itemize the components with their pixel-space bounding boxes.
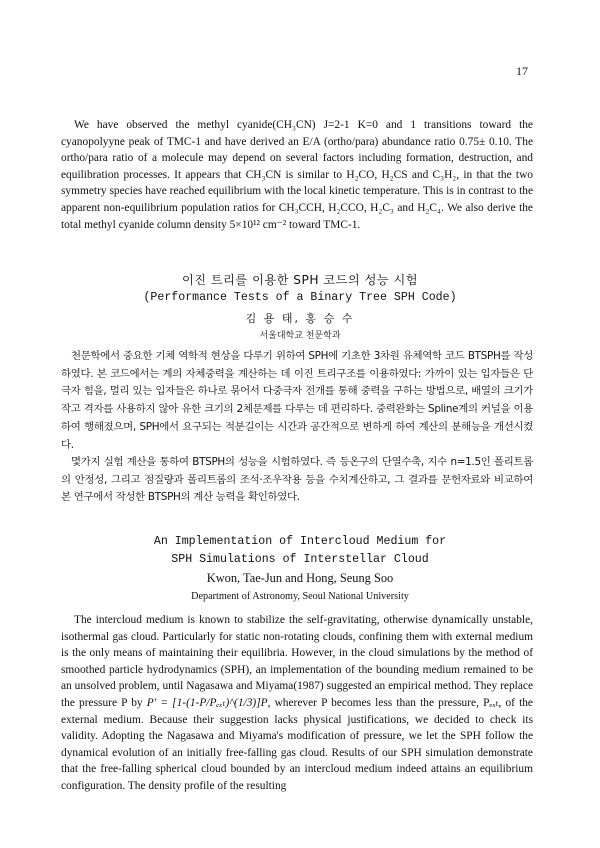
abstract-title-korean: 이진 트리를 이용한 SPH 코드의 성능 시험 <box>181 273 419 287</box>
page-number: 17 <box>516 64 528 78</box>
affiliation: 서울대학교 천문학과 <box>259 331 341 341</box>
authors: 김 용 태, 홍 승 수 <box>245 312 355 325</box>
abstract-paragraph-korean: 천문학에서 중요한 기체 역학적 현상을 다루기 위하여 SPH에 기초한 3차원 유체역학 코드 BTSPH를 작성하였다. 본 코드에서는 계의 자체중력을 계산하는 데 이진 트리구조를 이용하였다: 가까이 있는 입자들은 단극자 힘을, 멀리 있는 입자들은 하나로 묶어서 다중극자 전개를 통해 중력을 구하는 방법으로, 배열의 크기가 작고 격자를 사용하지 않아 유한 크기의 2체문제를 다루는 데 편리하다. 중력완화는 Spline계의 커널을 이용하여 행해졌으며, SPH에서 요구되는 적분길이는 시간과 공간적으로 변하게 하여 계산의 분해능을 개선시켰다. <box>61 350 533 451</box>
abstract-paragraph-2 <box>61 612 533 795</box>
abstract-title-line1: An Implementation of Intercloud Medium for <box>153 535 447 548</box>
abstract-title-line2: SPH Simulations of Interstellar Cloud <box>171 553 429 566</box>
affiliation-2: Department of Astronomy, Seoul National University <box>191 591 409 602</box>
abstract-body-part-b: , wherever P becomes less than the pressure, Pₑₓₜ, of the external medium. Because their suggestion lacks physical justifications, we decided to check its validity. Adopting the Nagasawa and Miyama's modification of pressure, we let the SPH follow the dynamical evolution of an initially free-falling gas cloud. Results of our SPH simulation demonstrate that the free-falling spherical cloud bounded by an intercloud medium indeed attains an equilibrium configuration. The density profile of the resulting <box>61 696 533 792</box>
abstract-title-english: (Performance Tests of a Binary Tree SPH Code) <box>143 291 457 304</box>
abstract-paragraph-korean-2: 몇가지 실험 계산을 통하여 BTSPH의 성능을 시험하였다. 즉 등온구의 단열수축, 지수 n=1.5인 폴리트롭의 안정성, 그리고 점질량과 폴리트롭의 조석·조우작용 등을 수치계산하고, 그 결과를 문헌자료와 비교하여 본 연구에서 작성한 BTSPH의 계산 능력을 확인하였다. <box>61 456 533 504</box>
abstract-body-part-a: The intercloud medium is known to stabilize the self-gravitating, otherwise dynamically unstable, isothermal gas cloud. Particularly for static non-rotating clouds, confining them with external medium is the only means of maintaining their equilibria. However, in the cloud simulations by the method of smoothed particle hydrodynamics (SPH), an implementation of the bounding medium remained to be an unsolved problem, until Nagasawa and Miyama(1987) suggested an empirical method. They replace the pressure P by <box>61 614 533 709</box>
abstract-paragraph: We have observed the methyl cyanide(CH₃CN) J=2-1 K=0 and 1 transitions toward the cyanopolyyne peak of TMC-1 and have derived an E/A (ortho/para) abundance ratio 0.75± 0.10. The ortho/para ratio of a molecule may depend on several factors including formation, destruction, and equilibration processes. It appears that CH₃CN is similar to H₂CO, H₂CS and C₃H₂, in that the two symmetry species have reached equilibrium with the local kinetic temperature. This is in contrast to the apparent non-equilibrium population ratios for CH₃CCH, H₂CCO, H₂C₃ and H₂C₄. We also derive the total methyl cyanide column density 5×10¹² cm⁻² toward TMC-1. <box>61 119 533 231</box>
authors-2: Kwon, Tae-Jun and Hong, Seung Soo <box>206 571 394 585</box>
pressure-formula: P′ = [1-(1-P/Pₑₓₜ)^(1/3)]P <box>146 696 268 709</box>
